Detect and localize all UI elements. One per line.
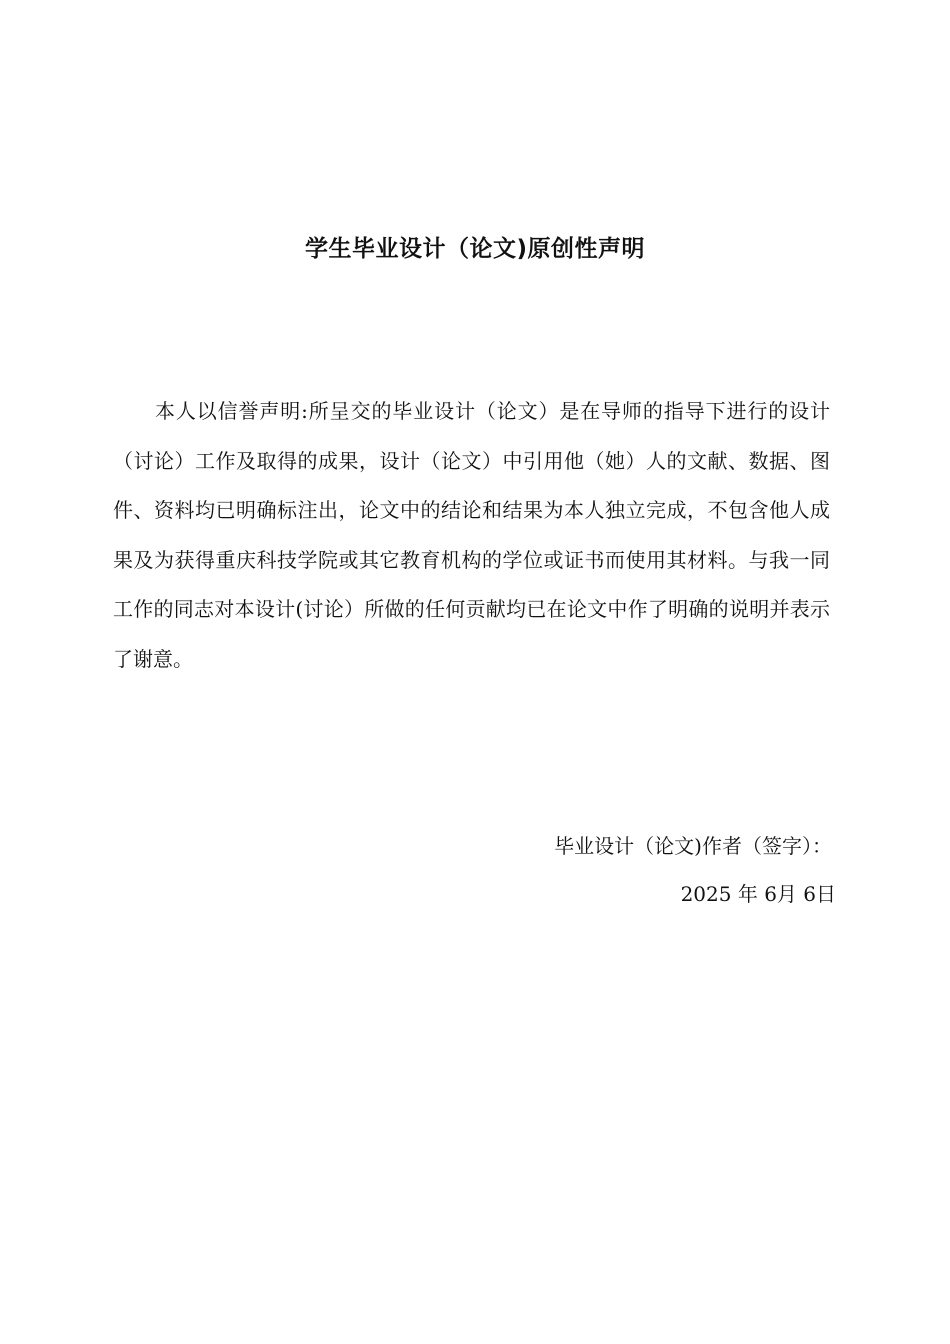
- signature-date: 2025 年 6月 6日: [680, 882, 836, 906]
- page-title: 学生毕业设计（论文)原创性声明: [304, 236, 645, 262]
- signature-label: 毕业设计（论文)作者（签字）：: [554, 834, 832, 858]
- declaration-paragraph: 本人以信誉声明:所呈交的毕业设计（论文）是在导师的指导下进行的设计（讨论）工作及取得的成果，设计（论文）中引用他（她）人的文献、数据、图件、资料均已明确标注出，论文中的结论和结果为本人独立完成，不包含他人成果及为获得重庆科技学院或其它教育机构的学位或证书而使用其材料。与我一同工作的同志对本设计(讨论）所做的任何贡献均已在论文中作了明确的说明并表示了谢意。: [113, 399, 830, 671]
